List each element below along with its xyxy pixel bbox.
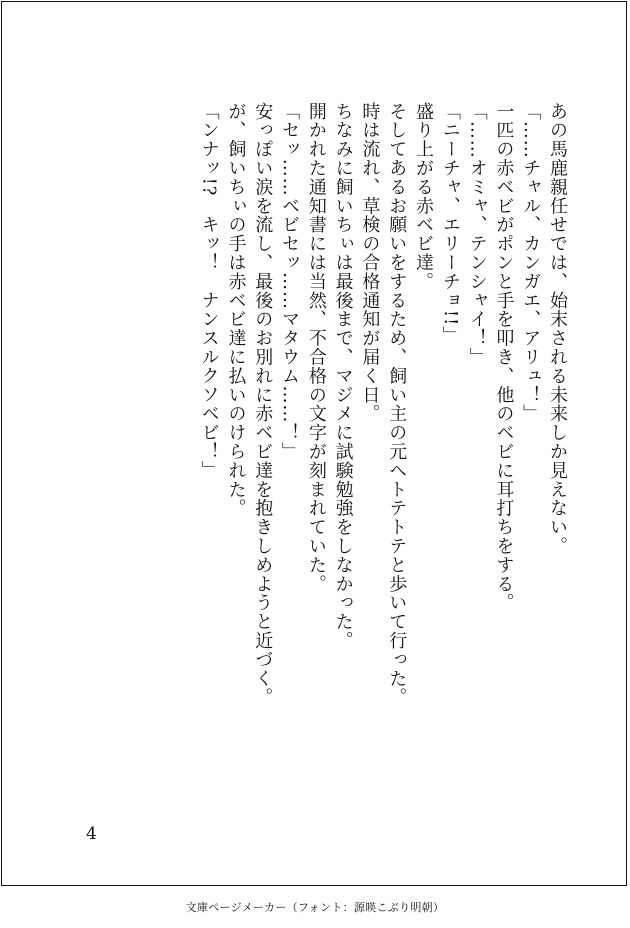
text-line: ちなみに飼いちぃは最後まで、マジメに試験勉強をしなかった。 bbox=[332, 102, 354, 651]
text-line: 「……チャル、カンガエ、アリュ！」 bbox=[520, 102, 542, 424]
vertical-body-text bbox=[195, 102, 570, 742]
text-line: 開かれた通知書には当然、不合格の文字が刻まれていた。 bbox=[305, 102, 327, 594]
footer-caption: 文庫ページメーカー（フォント：源暎こぶり明朝） bbox=[185, 901, 445, 914]
book-page bbox=[1, 1, 627, 886]
text-line: が、飼いちぃの手は赤ベビ達に払いのけられた。 bbox=[225, 102, 247, 518]
text-line: あの馬鹿親任せでは、始末される未来しか見えない。 bbox=[547, 102, 568, 556]
page-number: 4 bbox=[86, 824, 97, 844]
text-line: 「ンナッ!? キッ！ ナンスルクソベビ！」 bbox=[198, 102, 220, 480]
text-line: 安っぽい涙を流し、最後のお別れに赤ベビ達を抱きしめようと近づく。 bbox=[252, 102, 274, 707]
text-line: そしてあるお願いをするため、飼い主の元へトテトテと歩いて行った。 bbox=[386, 102, 408, 707]
text-line: 「ニーチャ、エリーチョ!!」 bbox=[439, 102, 461, 346]
text-line: 「セッ……ベビセッ……マタウム……！」 bbox=[279, 102, 301, 462]
text-line: 盛り上がる赤ベビ達。 bbox=[413, 102, 435, 291]
text-line: 時は流れ、草検の合格通知が届く日。 bbox=[359, 102, 381, 424]
text-line: 一匹の赤ベビがポンと手を叩き、他のベビに耳打ちをする。 bbox=[493, 102, 515, 613]
text-line: 「……オミャ、テンシャイ！」 bbox=[466, 102, 488, 367]
